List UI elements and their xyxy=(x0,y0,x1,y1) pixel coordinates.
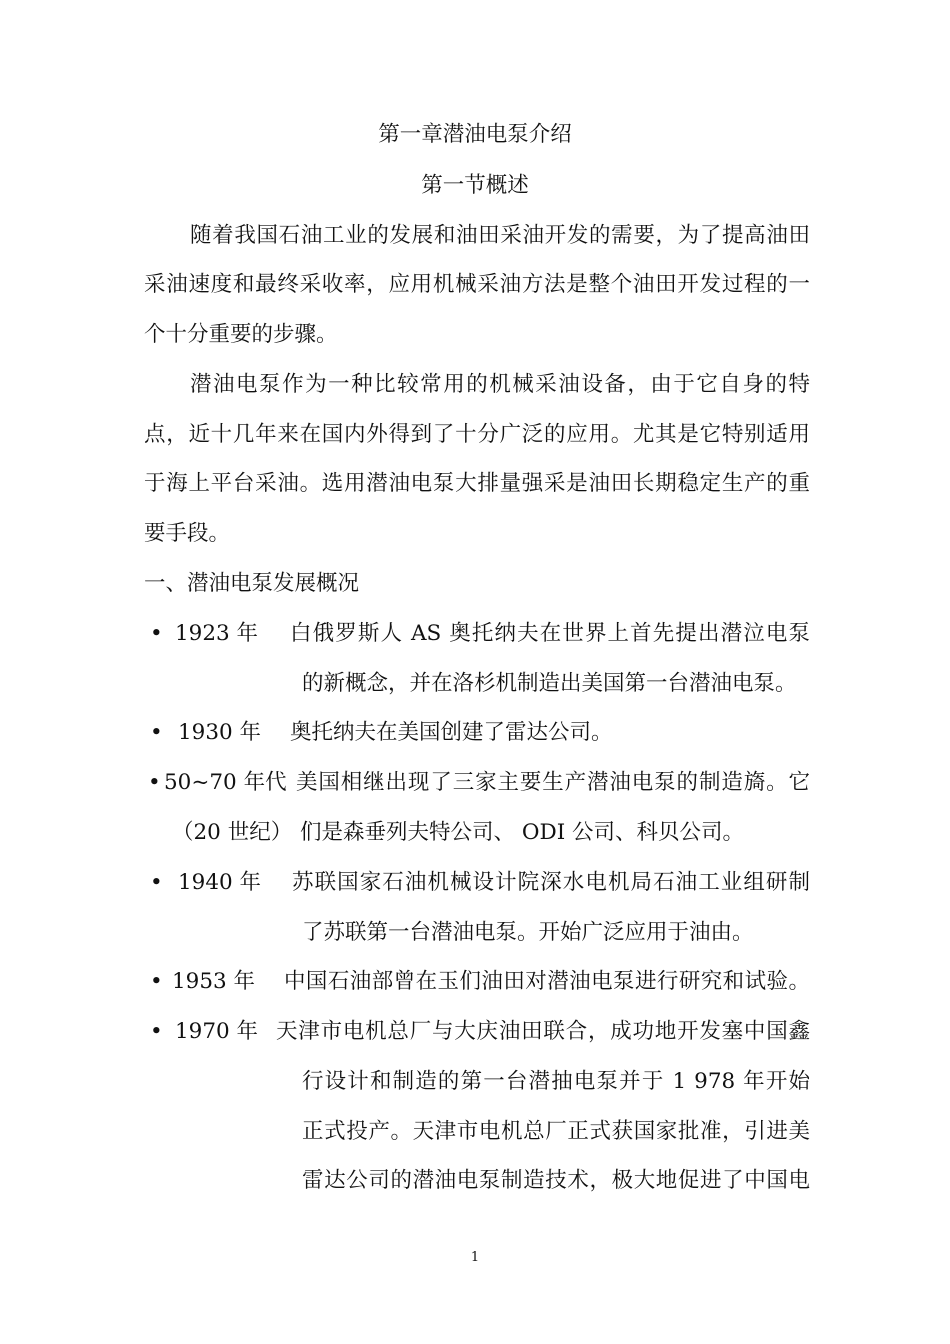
bullet: • xyxy=(148,770,161,795)
page-number: 1 xyxy=(470,1250,480,1265)
timeline-text: 中国石油部曾在玉们油田对潜油电泵进行研究和试验。 xyxy=(284,969,810,994)
paragraph-2-line-3: 于海上平台采油。选用潜油电泵大排量强采是油田长期稳定生产的重 xyxy=(144,471,810,496)
heading-development: 一、潜油电泵发展概况 xyxy=(144,571,360,596)
paragraph-1-line-2: 采油速度和最终采收率，应用机械采油方法是整个油田开发过程的一 xyxy=(144,272,810,297)
timeline-date: 50~70 年代 xyxy=(164,770,287,795)
paragraph-2-line-4: 要手段。 xyxy=(144,521,231,546)
timeline-text: 正式投产。天津市电机总厂正式获国家批准，引进美 xyxy=(302,1119,810,1144)
timeline-text: 行设计和制造的第一台潜抽电泵并于 1 978 年开始 xyxy=(302,1069,810,1094)
paragraph-2-line-1: 潜油电泵作为一种比较常用的机械采油设备，由于它自身的特 xyxy=(190,372,810,397)
timeline-text: 的新概念，并在洛杉机制造出美国第一台潜油电泵。 xyxy=(302,671,797,696)
timeline-date: 1970 年 xyxy=(175,1019,259,1044)
timeline-date: 1930 年 xyxy=(178,720,262,745)
paragraph-1-line-1: 随着我国石油工业的发展和油田采油开发的需要，为了提高油田 xyxy=(190,223,810,248)
bullet: • xyxy=(150,621,163,646)
section-title: 第一节概述 xyxy=(421,173,529,198)
timeline-date: 1940 年 xyxy=(178,870,262,895)
chapter-title: 第一章潜油电泵介绍 xyxy=(378,122,572,147)
timeline-text: 美国相继出现了三家主要生产潜油电泵的制造旖。它 xyxy=(296,770,810,795)
timeline-text: 雷达公司的潜油电泵制造技术，极大地促进了中国电 xyxy=(302,1168,810,1193)
timeline-text: 白俄罗斯人 AS 奥托纳夫在世界上首先提出潜泣电泵 xyxy=(290,621,810,646)
timeline-date: 1923 年 xyxy=(175,621,259,646)
timeline-text: 了苏联第一台潜油电泵。开始广泛应用于油由。 xyxy=(302,920,754,945)
paragraph-2-line-2: 点，近十几年来在国内外得到了十分广泛的应用。尤其是它特别适用 xyxy=(144,422,810,447)
timeline-text: 苏联国家石油机械设计院深水电机局石油工业组研制 xyxy=(292,870,810,895)
timeline-text: 们是森垂列夫特公司、 ODI 公司、科贝公司。 xyxy=(300,820,745,845)
timeline-text: 奥托纳夫在美国创建了雷达公司。 xyxy=(290,720,613,745)
bullet: • xyxy=(150,1019,163,1044)
bullet: • xyxy=(150,720,163,745)
timeline-text: 天津市电机总厂与大庆油田联合，成功地开发塞中国鑫 xyxy=(276,1019,810,1044)
bullet: • xyxy=(150,969,163,994)
paragraph-1-line-3: 个十分重要的步骤。 xyxy=(144,322,338,347)
bullet: • xyxy=(150,870,163,895)
timeline-date: 1953 年 xyxy=(172,969,256,994)
timeline-date-note: （20 世纪） xyxy=(172,820,293,845)
